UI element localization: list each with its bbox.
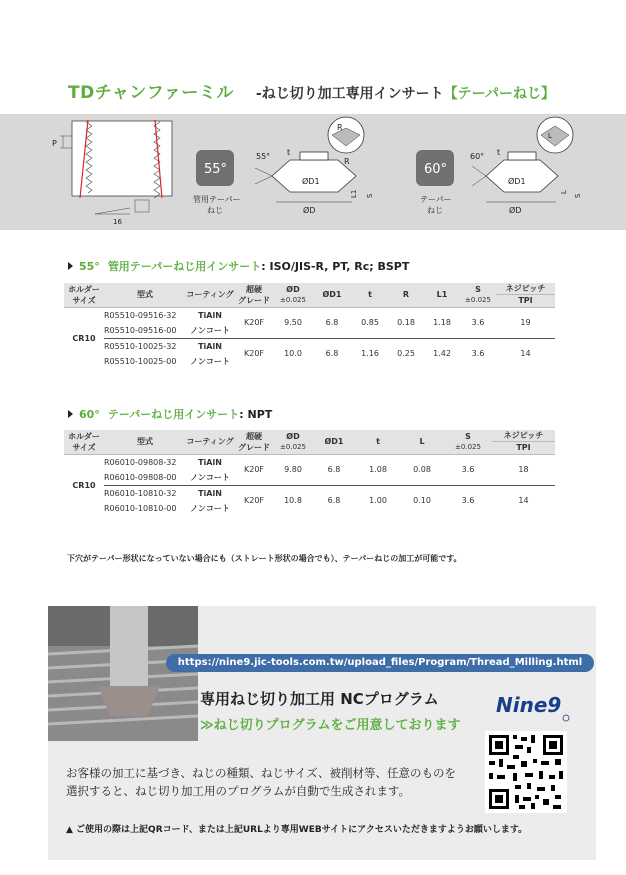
svg-text:60°: 60° [470, 152, 485, 161]
tool-photo [48, 606, 198, 741]
table-row: R05510-10025-00 ノンコート [104, 356, 230, 366]
insert-diagram [0, 114, 626, 230]
svg-text:管用テーパー: 管用テーパー [193, 195, 241, 204]
page-subtitle: -ねじ切り加工専用インサート [255, 86, 444, 102]
svg-text:55°: 55° [256, 152, 271, 161]
diagram-band [0, 114, 626, 230]
svg-text:S: S [574, 193, 582, 198]
svg-text:R: R [344, 157, 350, 166]
page-header [68, 78, 555, 103]
page-title: TDチャンファーミル [68, 83, 234, 103]
svg-text:テーパー: テーパー [420, 195, 452, 204]
table-row: R06010-10810-32 TiAlN K20F 10.8 6.8 1.00 0.10 3.6 14 [64, 485, 555, 501]
table-row: R05510-10025-32 TiAlN K20F 10.0 6.8 1.16 0.25 1.42 3.6 14 [64, 338, 555, 354]
svg-text:t: t [497, 148, 501, 157]
table-row: R06010-09808-00 ノンコート [104, 472, 230, 482]
svg-text:Nine9: Nine9 [496, 693, 562, 717]
bullet-icon [68, 410, 73, 418]
svg-text:S: S [366, 193, 374, 198]
promo-title: 専用ねじ切り加工用 NCプログラム [200, 690, 439, 708]
table-60: ホルダー サイズ 型式 コーティング 超硬 グレード ØD ±0.025 ØD1 t L S ±0.025 ネジピッチ TPI CR10 R06010-09808-32 TiAlN K20F 9.80 6.8 1.08 0.08 3.6 18 R06010-09808-00 ノンコート R06010-10810-32 TiAlN K20F 10.8 6.8 1.00 0.10 3.6 14 R06010-10810-00 ノンコート [64, 430, 555, 516]
svg-text:ねじ: ねじ [207, 206, 223, 215]
section-55-heading: 55° 管用テーパーねじ用インサート : ISO/JIS-R, PT, Rc; BSPT [68, 258, 409, 274]
svg-text:t: t [287, 148, 291, 157]
promo-footer: ▲ ご使用の際は上記QRコード、または上記URLより専用WEBサイトにアクセスいただきますようお願いします。 [66, 825, 528, 835]
svg-text:ØD1: ØD1 [302, 177, 320, 186]
table-row: CR10 R05510-09516-32 TiAlN K20F 9.50 6.8 0.85 0.18 1.18 3.6 19 [72, 310, 531, 343]
svg-text:L1: L1 [350, 189, 358, 198]
page-tag: 【テーパーねじ】 [443, 86, 555, 102]
bullet-icon [68, 262, 73, 270]
nine9-logo [494, 682, 572, 724]
svg-text:L: L [548, 132, 552, 140]
svg-text:L: L [560, 190, 568, 194]
badge-60-text: 60° [424, 162, 448, 177]
badge-55-text: 55° [204, 162, 228, 177]
svg-text:ねじ: ねじ [427, 206, 443, 215]
pitch-label: P [52, 139, 57, 148]
svg-text:ØD: ØD [509, 206, 522, 215]
table-row: R05510-09516-00 ノンコート [104, 325, 230, 335]
length-label: 16 [113, 218, 122, 226]
table-row: R06010-10810-00 ノンコート [104, 503, 230, 513]
svg-text:ØD1: ØD1 [508, 177, 526, 186]
promo-subtitle: ≫ねじ切りプログラムをご用意しております [200, 718, 461, 733]
svg-text:R: R [337, 123, 343, 132]
svg-text:ØD: ØD [303, 206, 316, 215]
note-text: 下穴がテーパー形状になっていない場合にも（ストレート形状の場合でも）、テーパーねじの加工が可能です。 [67, 554, 462, 563]
thread-section-drawing [60, 120, 172, 214]
section-60-heading: 60° テーパーねじ用インサート : NPT [68, 406, 272, 422]
promo-body: お客様の加工に基づき、ねじの種類、ねじサイズ、被削材等、任意のものを 選択すると、ねじ切り加工用のプログラムが自動で生成されます。 [66, 766, 456, 798]
qr-code[interactable] [485, 731, 567, 813]
program-url-link[interactable]: https://nine9.jic-tools.com.tw/upload_files/Program/Thread_Milling.html [166, 654, 594, 672]
table-row: CR10 R06010-09808-32 TiAlN K20F 9.80 6.8 1.08 0.08 3.6 18 [72, 457, 529, 490]
table-55: ホルダー サイズ 型式 コーティング 超硬 グレード ØD ±0.025 ØD1 t R L1 S ±0.025 ネジピッチ TPI CR10 R05510-09516-32 TiAlN K20F 9.50 6.8 0.85 0.18 1.18 3.6 19 R05510-09516-00 ノンコート R05510-10025-32 TiAlN K20F 10.0 6.8 1.16 0.25 1.42 3.6 14 R05510-10025-00 ノンコート [64, 283, 555, 369]
